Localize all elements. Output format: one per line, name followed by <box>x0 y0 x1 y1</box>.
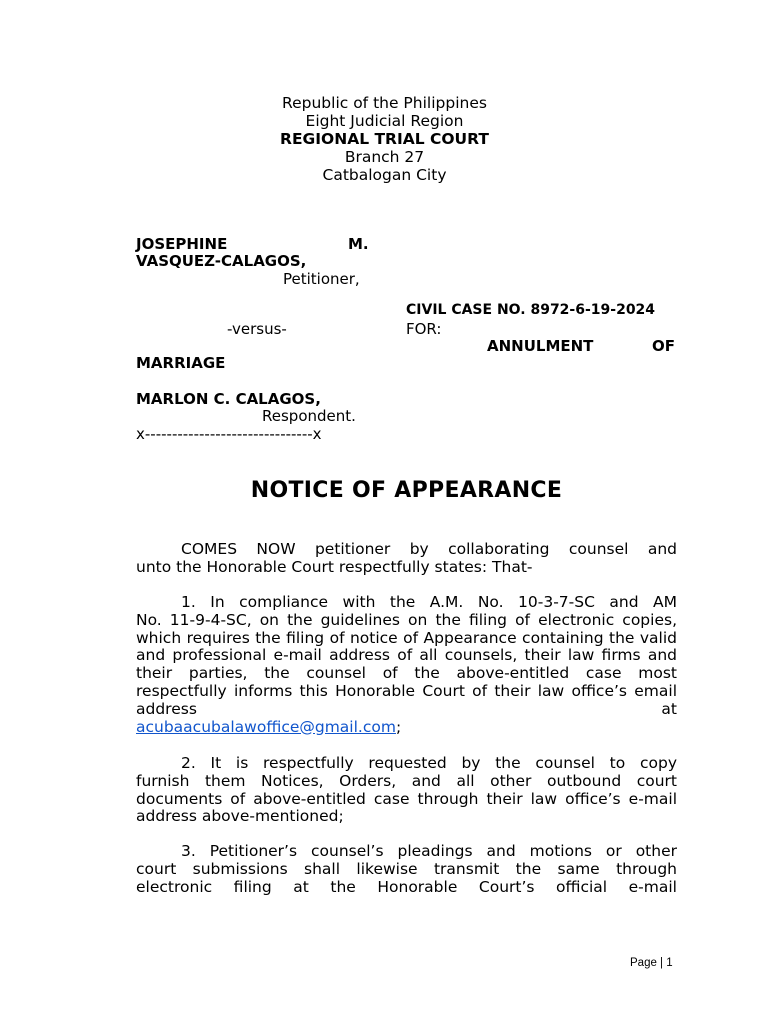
court-header-line4: Branch 27 <box>344 148 425 166</box>
respondent-name: MARLON C. CALAGOS, <box>136 390 321 408</box>
case-nature-part2: OF <box>652 337 675 355</box>
case-number: CIVIL CASE NO. 8972-6-19-2024 <box>406 302 656 318</box>
caption-separator: x-------------------------------x <box>136 425 322 443</box>
paragraph-1-email-line: acubaacubalawoffice@gmail.com; <box>136 717 402 736</box>
email-link[interactable]: acubaacubalawoffice@gmail.com <box>136 717 396 736</box>
intro-line2: unto the Honorable Court respectfully states: That- <box>136 557 533 576</box>
document-title: NOTICE OF APPEARANCE <box>250 478 563 503</box>
petitioner-name-part3: VASQUEZ-CALAGOS, <box>136 252 307 270</box>
court-header-line2: Eight Judicial Region <box>305 112 464 130</box>
petitioner-role: Petitioner, <box>283 270 360 288</box>
paragraph-1-first-line: 1. In compliance with the A.M. No. 10-3-7-SC and AM <box>181 593 677 611</box>
paragraph-2 <box>136 755 677 826</box>
respondent-role: Respondent. <box>262 407 356 425</box>
petitioner-name-part2: M. <box>348 235 369 253</box>
for-label: FOR: <box>406 320 442 338</box>
court-header-line1: Republic of the Philippines <box>282 94 487 112</box>
versus-label: -versus- <box>227 320 287 338</box>
paragraph-1 <box>136 594 677 736</box>
court-header-line5: Catbalogan City <box>322 166 447 184</box>
paragraph-3 <box>136 843 677 896</box>
paragraph-2-first-line: 2. It is respectfully requested by the counsel to copy <box>181 754 677 772</box>
paragraph-3-first-line: 3. Petitioner’s counsel’s pleadings and motions or other <box>181 842 677 860</box>
paragraph-2-body: furnish them Notices, Orders, and all other outbound court documents of above-entitled case through their law office’s e-mail address above-mentioned; <box>136 771 677 826</box>
court-header-line3: REGIONAL TRIAL COURT <box>280 130 489 148</box>
case-nature-part1: ANNULMENT <box>487 337 594 355</box>
paragraph-3-body: court submissions shall likewise transmit the same through electronic filing at the Honorable Court’s official e-mail <box>136 859 677 896</box>
intro-paragraph <box>136 541 677 577</box>
petitioner-name-part1: JOSEPHINE <box>136 235 228 253</box>
page-number: Page | 1 <box>630 957 673 969</box>
paragraph-1-body: No. 11-9-4-SC, on the guidelines on the filing of electronic copies, which requires the filing of notice of Appearance containing the valid and professional e-mail address of all counsels, their law firms and their parties, the counsel of the above-entitled case most respectfully informs this Honorable Court of their law office’s email address at <box>136 610 677 718</box>
case-nature-part3: MARRIAGE <box>136 354 226 372</box>
intro-line1: COMES NOW petitioner by collaborating counsel and <box>181 540 677 558</box>
